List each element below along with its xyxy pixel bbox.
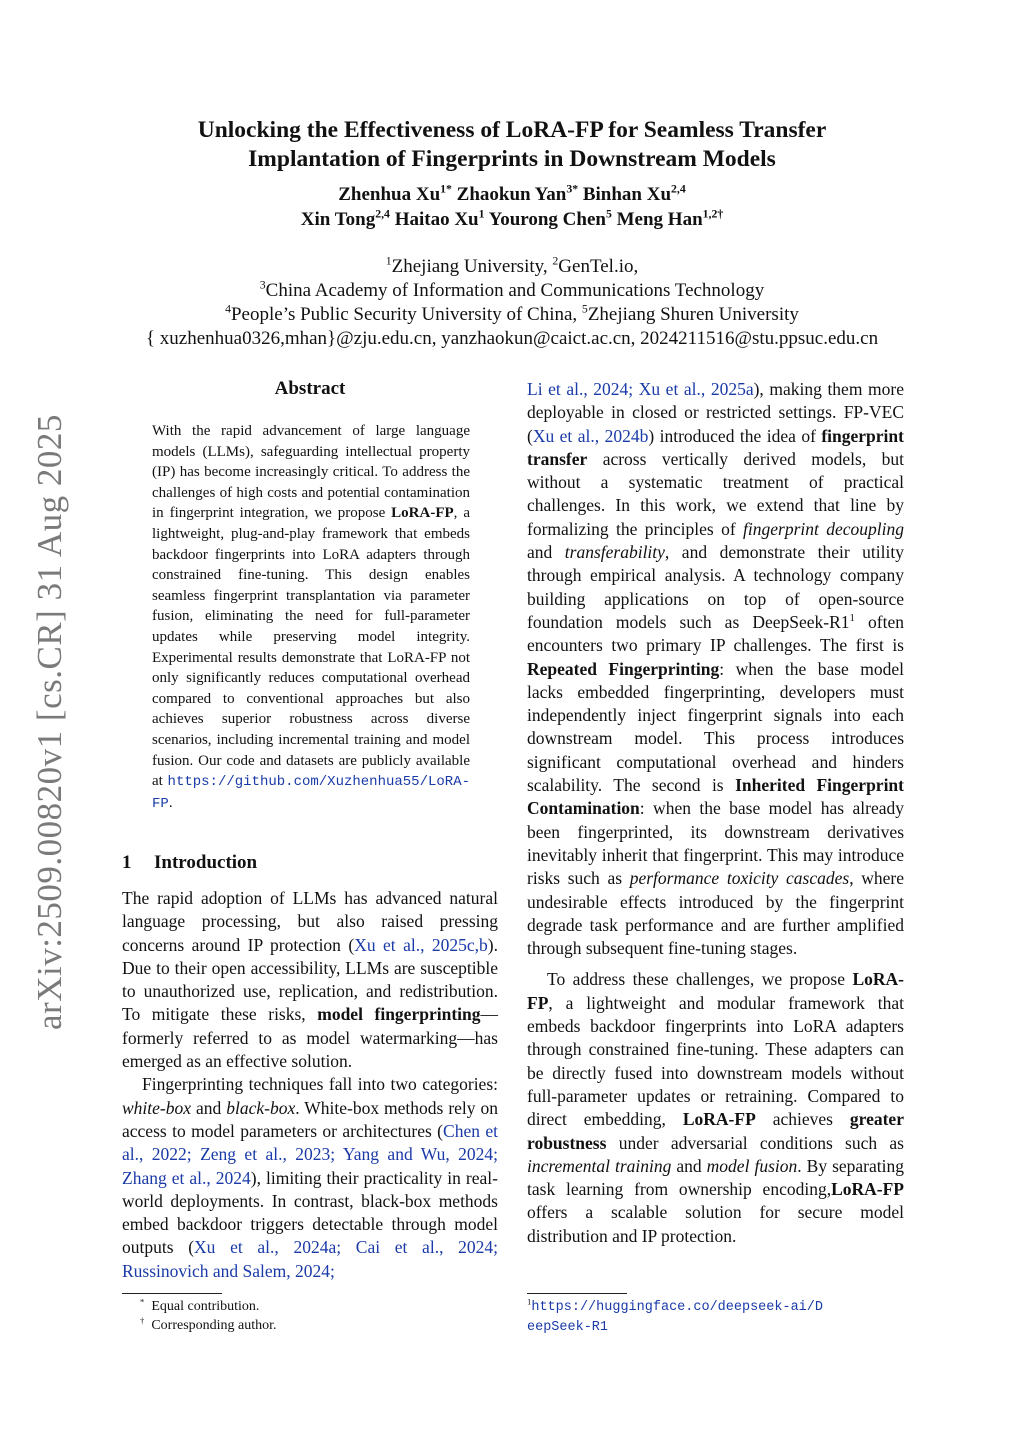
body-text: , where undesirable effects introduced by the fingerprint degrade task performance and are further amplified through subsequent fine-tuning stages. — [527, 868, 904, 959]
author-name: Yourong Chen — [488, 209, 606, 230]
body-text: , and demonstrate their utility through empirical analysis. A technology company building applications on top of open-source foundation models such as DeepSeek-R1 — [527, 542, 904, 632]
author-emails: { xuzhenhua0326,mhan}@zju.edu.cn, yanzhaokun@caict.ac.cn, 2024211516@stu.ppsuc.edu.cn — [145, 328, 879, 349]
affiliation-line-3 — [0, 303, 1024, 327]
affil-text: Zhejiang Shuren University — [587, 304, 799, 325]
left-column-body — [122, 887, 498, 1283]
section-number: 1 — [122, 852, 132, 873]
author-affil-mark: 3* — [566, 182, 579, 196]
bold-term: fingerprint transfer — [527, 425, 904, 469]
footnote-corresponding-author — [140, 1316, 500, 1335]
footnote-text: Equal contribution. — [151, 1299, 260, 1314]
right-column-body — [527, 378, 904, 1248]
author-name: Haitao Xu — [394, 209, 479, 230]
affil-text: China Academy of Information and Communications Technology — [265, 280, 765, 301]
body-text: achieves — [755, 1109, 850, 1130]
citation-separator: ; — [628, 379, 639, 399]
citation-link[interactable]: Chen et al., 2022 — [122, 1120, 498, 1165]
body-text: and — [527, 542, 565, 563]
footnote-mark: 1 — [527, 1296, 532, 1307]
body-text: ), making them more deployable in closed or restricted settings. FP-VEC ( — [527, 379, 904, 446]
body-text: ) introduced the idea of — [648, 425, 822, 446]
body-text: : when the base model lacks embedded fingerprinting, developers must independently inject fingerprint signals into each downstream model. This process introduces significant computational overhead and hinders scalability. The second is — [527, 658, 904, 796]
citation-link[interactable]: Xu et al., 2025a — [638, 379, 754, 399]
affil-mark: 4 — [225, 302, 231, 316]
title-line-2: Implantation of Fingerprints in Downstream Models — [248, 146, 776, 172]
italic-term: performance toxicity cascades — [629, 868, 850, 889]
abstract-body — [152, 421, 470, 814]
affil-mark: 2 — [552, 254, 559, 268]
author-affil-mark: 1* — [440, 182, 452, 196]
body-text: often encounters two primary IP challenges. The first is — [527, 611, 904, 656]
section-title: Introduction — [154, 852, 258, 873]
citation-separator: ; — [336, 1237, 356, 1258]
body-text: , a lightweight and modular framework that embeds backdoor fingerprints into LoRA adapters through constrained fine-tuning. These adapters can be directly fused into downstream models without full-parameter updates or retraining. Compared to direct embedding, — [527, 992, 904, 1130]
author-affil-mark: 5 — [605, 207, 612, 221]
body-text: under adversarial conditions such as — [606, 1132, 904, 1153]
author-name: Zhenhua Xu — [338, 184, 441, 205]
author-affil-mark: 2,4 — [671, 182, 686, 196]
intro-paragraph-3 — [527, 378, 904, 960]
abstract-text: With the rapid advancement of large language models (LLMs), safeguarding intellectual property (IP) has become increasingly critical. To address the challenges of high costs and potential contamination in fingerprint integration, we propose — [152, 423, 470, 522]
italic-term: model fusion — [706, 1155, 798, 1176]
footnote-rule-right — [527, 1293, 627, 1294]
italic-term: incremental training — [527, 1155, 672, 1176]
footnote-ref-mark[interactable]: 1 — [849, 612, 855, 625]
citation-link[interactable]: Li et al., 2024 — [527, 379, 629, 399]
body-text: Fingerprinting techniques fall into two categories: — [142, 1074, 498, 1095]
body-text: To address these challenges, we propose — [547, 969, 853, 990]
footnote-text: Corresponding author. — [151, 1318, 277, 1333]
bold-term: LoRA-FP — [527, 969, 904, 1013]
citation-link[interactable]: Xu et al., 2025c,b — [354, 934, 488, 955]
affil-text: Zhejiang University, — [391, 256, 553, 277]
footnote-rule-left — [122, 1293, 222, 1294]
arxiv-identifier-stamp: arXiv:2509.00820v1 [cs.CR] 31 Aug 2025 — [30, 414, 69, 1030]
citation-link[interactable]: Cai et al., 2024 — [355, 1237, 494, 1258]
intro-paragraph-4 — [527, 968, 904, 1248]
affiliations — [0, 255, 1024, 351]
intro-paragraph-1 — [122, 887, 498, 1073]
affil-mark: 5 — [581, 302, 588, 316]
bold-term: model fingerprinting — [317, 1004, 481, 1025]
body-text: and — [191, 1097, 227, 1118]
authors-line-1 — [0, 182, 1024, 207]
author-affil-mark: 1 — [478, 207, 485, 221]
abstract-text: , a lightweight, plug-and-play framework that embeds backdoor fingerprints into LoRA adapters through constrained fine-tuning. This design enables seamless fingerprint transplantation via parameter fusion, eliminating the need for full-parameter updates while preserving model integrity. Experimental results demonstrate that LoRA-FP not only significantly reduces computational overhead compared to conventional approaches but also achieves superior robustness across diverse scenarios, including incremental training and model fusion. Our code and datasets are publicly available at — [152, 505, 470, 790]
affil-text: GenTel.io, — [558, 256, 639, 277]
section-heading-introduction — [122, 852, 257, 874]
author-name: Xin Tong — [300, 209, 376, 230]
abstract-text: . — [168, 794, 173, 811]
body-text: —formerly referred to as model watermarking—has emerged as an effective solution. — [122, 1004, 498, 1072]
footnotes-left — [140, 1297, 500, 1335]
footnote-mark: † — [140, 1315, 145, 1326]
body-text: . White-box methods rely on access to model parameters or architectures ( — [122, 1097, 498, 1141]
citation-link[interactable]: Zhang et al., 2024 — [122, 1167, 251, 1188]
citation-link[interactable]: Xu et al., 2024b — [532, 425, 649, 446]
title-line-1: Unlocking the Effectiveness of LoRA-FP for Seamless Transfer — [197, 117, 827, 143]
deepseek-url-link[interactable]: https://huggingface.co/deepseek-ai/DeepSeek-R1 — [527, 1300, 823, 1335]
body-text: ), limiting their practicality in real-world deployments. In contrast, black-box methods embed backdoor triggers detectable through model outputs ( — [122, 1167, 498, 1258]
body-text: The rapid adoption of LLMs has advanced natural language processing, but also raised pressing concerns around IP protection ( — [122, 888, 498, 955]
citation-separator: ; — [493, 1144, 499, 1165]
code-repository-link[interactable]: https://github.com/Xuzhenhua55/LoRA-FP — [152, 774, 470, 812]
citation-link[interactable]: Xu et al., 2024a — [194, 1237, 337, 1258]
body-text: and — [671, 1155, 707, 1176]
bold-term: Inherited Fingerprint Contamination — [527, 775, 904, 819]
footnote-equal-contribution — [140, 1297, 500, 1316]
italic-term: transferability — [564, 542, 665, 563]
bold-term: LoRA-FP — [682, 1109, 756, 1130]
body-text: : when the base model has already been fingerprinted, its downstream derivatives inevitably inherit that fingerprint. This may introduce risks such as — [527, 798, 904, 889]
body-text: offers a scalable solution for secure model distribution and IP protection. — [527, 1202, 904, 1246]
affiliation-line-2 — [0, 279, 1024, 303]
author-name: Binhan Xu — [582, 184, 672, 205]
citation-separator: ; — [186, 1144, 201, 1165]
affil-text: People’s Public Security University of China, — [230, 304, 582, 325]
affil-mark: 1 — [385, 254, 392, 268]
footnote-deepseek — [527, 1297, 827, 1337]
abstract-heading: Abstract — [274, 378, 346, 399]
bold-term: Repeated Fingerprinting — [527, 658, 720, 679]
italic-term: black-box — [226, 1097, 296, 1118]
citation-link[interactable]: Yang and Wu, 2024 — [342, 1144, 494, 1165]
citation-separator: ; — [330, 1144, 343, 1165]
author-affil-mark: 2,4 — [375, 207, 390, 221]
body-text: across vertically derived models, but without a systematic treatment of practical challenges. In this work, we extend that line by formalizing the principles of — [527, 448, 904, 539]
affil-mark: 3 — [259, 278, 266, 292]
author-list — [0, 182, 1024, 232]
italic-term: fingerprint decoupling — [743, 518, 904, 539]
citation-separator: ; — [493, 1237, 498, 1258]
intro-paragraph-2 — [122, 1073, 498, 1283]
authors-line-2 — [0, 207, 1024, 232]
body-text: ). Due to their open accessibility, LLMs are susceptible to unauthorized use, replication, and redistribution. To mitigate these risks, — [122, 934, 498, 1025]
author-affil-mark: 1,2† — [702, 207, 724, 221]
body-text: . By separating task learning from ownership encoding, — [527, 1155, 904, 1200]
affiliation-line-1 — [0, 255, 1024, 279]
bold-term: LoRA-FP — [831, 1179, 904, 1200]
citation-link[interactable]: Zeng et al., 2023 — [200, 1144, 331, 1165]
bold-term: greater robustness — [527, 1109, 904, 1153]
footnote-mark: * — [140, 1296, 145, 1307]
citation-link[interactable]: Russinovich and Salem, 2024 — [122, 1260, 331, 1281]
author-name: Meng Han — [616, 209, 703, 230]
italic-term: white-box — [122, 1097, 192, 1118]
citation-separator: ; — [330, 1260, 335, 1281]
author-name: Zhaokun Yan — [456, 184, 567, 205]
abstract-emphasis: LoRA-FP — [391, 505, 454, 522]
paper-title — [0, 116, 1024, 174]
